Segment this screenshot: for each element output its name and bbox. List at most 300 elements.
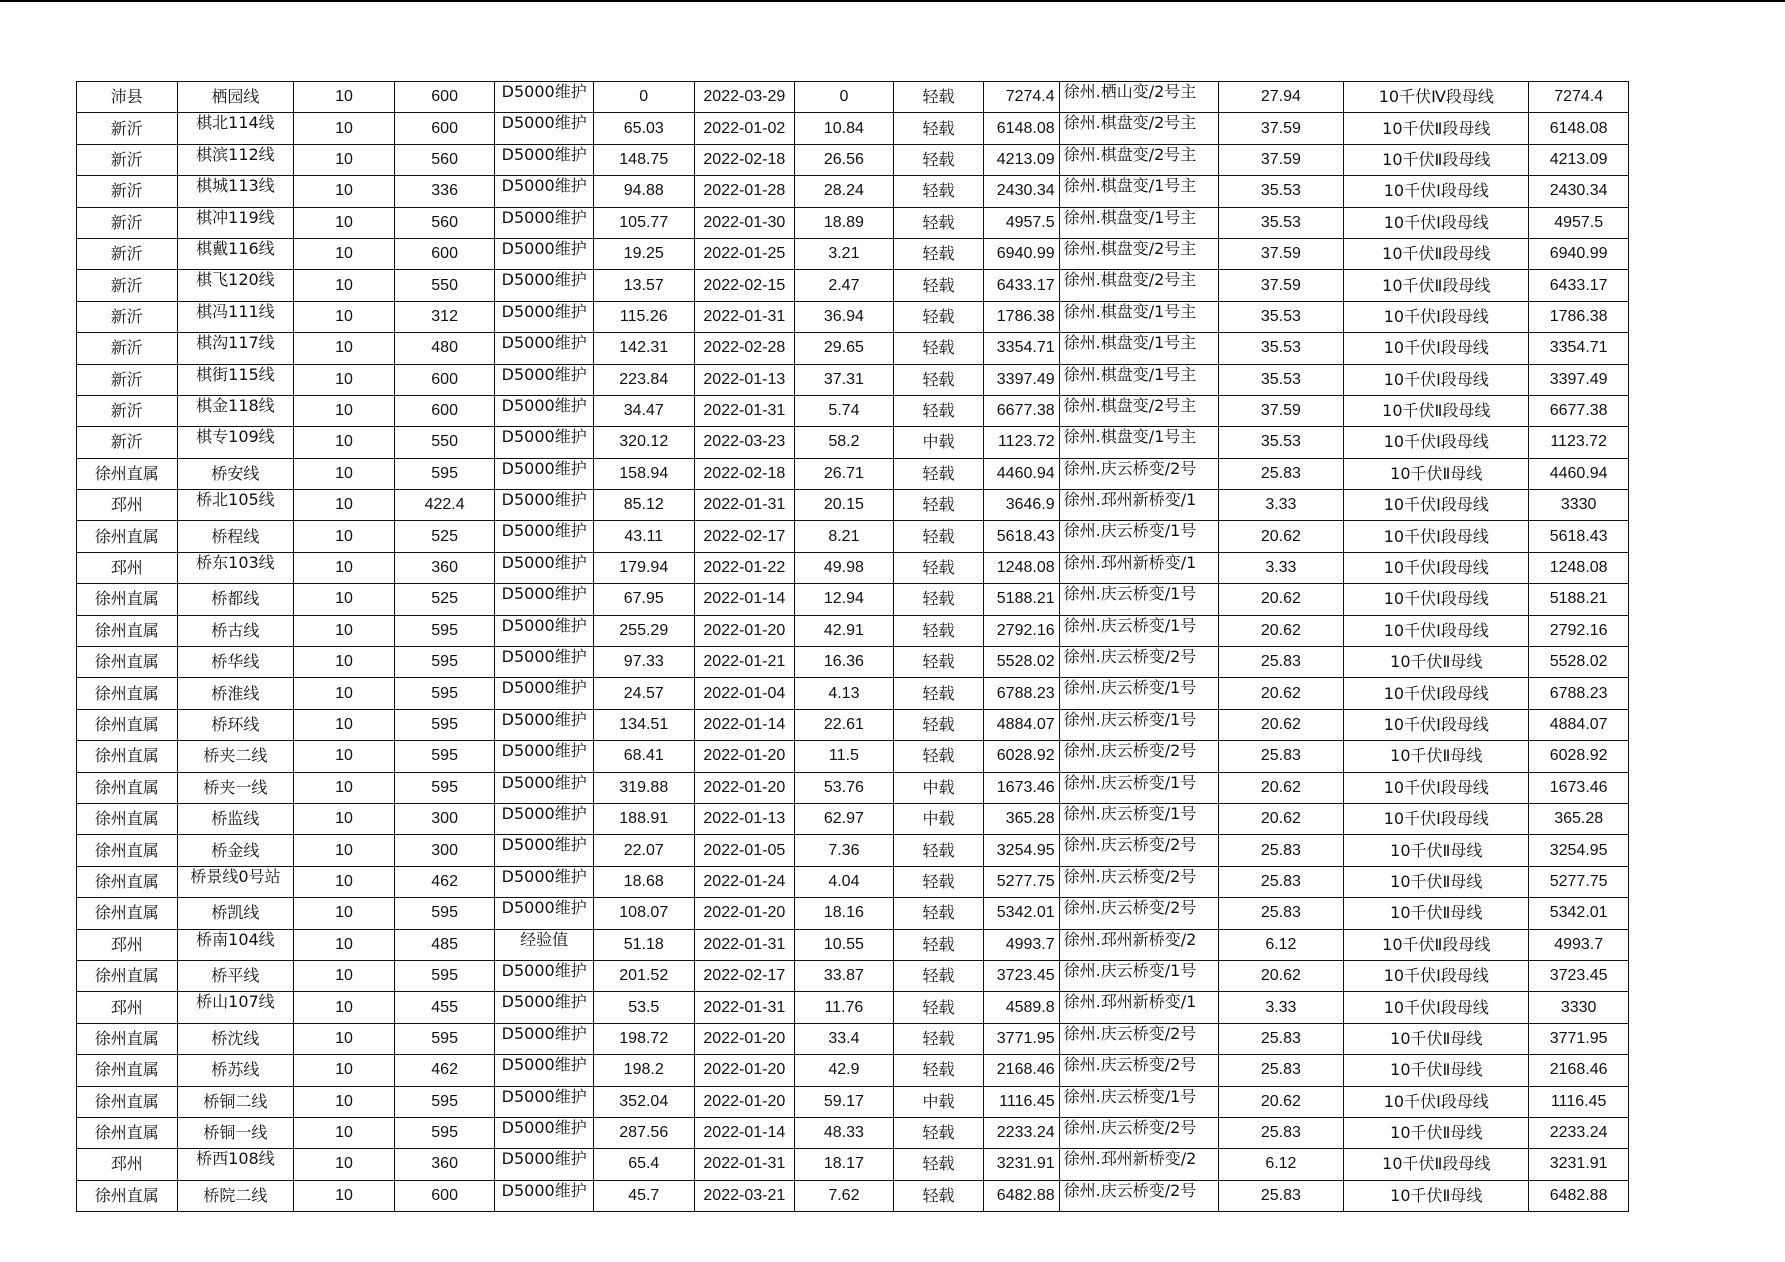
voltage-cell: 10 xyxy=(294,1149,395,1180)
line-name-cell: 栖园线 xyxy=(177,82,294,113)
data-source-cell xyxy=(495,113,594,144)
capacity-cell: 1673.46 xyxy=(1529,772,1629,803)
rated-current-cell: 595 xyxy=(394,615,495,646)
substation-transformer-cell xyxy=(1059,301,1218,332)
data-source-text: D5000维护 xyxy=(501,83,587,101)
transformer-load-rate-cell: 6.12 xyxy=(1218,1149,1344,1180)
load-status-cell: 轻载 xyxy=(893,270,984,301)
load-status-cell: 轻载 xyxy=(893,866,984,897)
voltage-cell: 10 xyxy=(294,960,395,991)
load-status-cell: 轻载 xyxy=(893,709,984,740)
load-rate-cell: 11.5 xyxy=(795,741,894,772)
substation-transformer-cell xyxy=(1059,647,1218,678)
transformer-load-rate-cell: 25.83 xyxy=(1218,866,1344,897)
transformer-load-rate-cell: 20.62 xyxy=(1218,709,1344,740)
substation-transformer-text: 徐州.庆云桥变/1号 xyxy=(1063,585,1197,604)
busbar-cell: 10千伏Ⅱ母线 xyxy=(1344,866,1529,897)
date-cell: 2022-01-14 xyxy=(694,584,795,615)
line-name-cell: 桥程线 xyxy=(177,521,294,552)
region-cell: 徐州直属 xyxy=(77,898,178,929)
rated-current-cell: 550 xyxy=(394,270,495,301)
region-cell: 新沂 xyxy=(77,176,178,207)
busbar-cell: 10千伏Ⅰ段母线 xyxy=(1344,176,1529,207)
current-cell: 115.26 xyxy=(593,301,694,332)
substation-transformer-cell xyxy=(1059,898,1218,929)
remaining-capacity-cell: 3646.9 xyxy=(984,490,1059,521)
table-row xyxy=(77,395,1629,426)
voltage-cell: 10 xyxy=(294,1023,395,1054)
date-cell: 2022-03-23 xyxy=(694,427,795,458)
substation-transformer-cell xyxy=(1059,1180,1218,1211)
table-row xyxy=(77,615,1629,646)
line-name-text: 棋沟117线 xyxy=(196,334,275,353)
transformer-load-rate-cell: 37.59 xyxy=(1218,144,1344,175)
voltage-cell: 10 xyxy=(294,709,395,740)
data-source-cell xyxy=(495,238,594,269)
line-name-cell xyxy=(177,176,294,207)
substation-transformer-cell xyxy=(1059,427,1218,458)
voltage-cell: 10 xyxy=(294,458,395,489)
data-source-cell xyxy=(495,521,594,552)
substation-transformer-cell xyxy=(1059,113,1218,144)
line-name-cell xyxy=(177,238,294,269)
data-source-text: D5000维护 xyxy=(501,1118,587,1137)
region-cell: 徐州直属 xyxy=(77,803,178,834)
table-row xyxy=(77,176,1629,207)
region-cell: 徐州直属 xyxy=(77,1086,178,1117)
substation-transformer-text: 徐州.棋盘变/2号主 xyxy=(1063,239,1197,258)
capacity-cell: 2430.34 xyxy=(1529,176,1629,207)
line-name-cell xyxy=(177,1149,294,1180)
table-row xyxy=(77,741,1629,772)
capacity-cell: 6028.92 xyxy=(1529,741,1629,772)
remaining-capacity-cell: 2233.24 xyxy=(984,1117,1059,1148)
transformer-load-rate-cell: 20.62 xyxy=(1218,772,1344,803)
load-status-cell: 轻载 xyxy=(893,113,984,144)
voltage-cell: 10 xyxy=(294,301,395,332)
substation-transformer-cell xyxy=(1059,1055,1218,1086)
line-name-cell: 桥铜一线 xyxy=(177,1117,294,1148)
capacity-cell: 3254.95 xyxy=(1529,835,1629,866)
region-cell: 徐州直属 xyxy=(77,741,178,772)
substation-transformer-cell xyxy=(1059,176,1218,207)
current-cell: 68.41 xyxy=(593,741,694,772)
date-cell: 2022-03-29 xyxy=(694,82,795,113)
load-rate-cell: 4.13 xyxy=(795,678,894,709)
capacity-cell: 5618.43 xyxy=(1529,521,1629,552)
substation-transformer-cell xyxy=(1059,584,1218,615)
busbar-cell: 10千伏Ⅰ段母线 xyxy=(1344,803,1529,834)
data-source-cell xyxy=(495,207,594,238)
line-name-cell xyxy=(177,270,294,301)
rated-current-cell: 360 xyxy=(394,552,495,583)
data-source-text: D5000维护 xyxy=(501,1181,587,1200)
busbar-cell: 10千伏Ⅱ母线 xyxy=(1344,1180,1529,1211)
date-cell: 2022-01-31 xyxy=(694,490,795,521)
busbar-cell: 10千伏Ⅱ段母线 xyxy=(1344,1149,1529,1180)
substation-transformer-text: 徐州.栖山变/2号主 xyxy=(1063,83,1197,101)
table-row xyxy=(77,866,1629,897)
voltage-cell: 10 xyxy=(294,615,395,646)
data-source-cell xyxy=(495,82,594,113)
busbar-cell: 10千伏Ⅰ段母线 xyxy=(1344,992,1529,1023)
voltage-cell: 10 xyxy=(294,395,395,426)
rated-current-cell: 600 xyxy=(394,113,495,144)
rated-current-cell: 595 xyxy=(394,678,495,709)
load-rate-cell: 0 xyxy=(795,82,894,113)
rated-current-cell: 300 xyxy=(394,803,495,834)
substation-transformer-text: 徐州.庆云桥变/2号 xyxy=(1063,648,1197,667)
capacity-cell: 3330 xyxy=(1529,490,1629,521)
rated-current-cell: 525 xyxy=(394,584,495,615)
busbar-cell: 10千伏Ⅰ段母线 xyxy=(1344,709,1529,740)
data-source-text: D5000维护 xyxy=(501,302,587,321)
transformer-load-rate-cell: 37.59 xyxy=(1218,395,1344,426)
load-status-cell: 中载 xyxy=(893,427,984,458)
capacity-cell: 4993.7 xyxy=(1529,929,1629,960)
data-source-text: D5000维护 xyxy=(501,271,587,290)
busbar-cell: 10千伏Ⅰ段母线 xyxy=(1344,207,1529,238)
date-cell: 2022-01-02 xyxy=(694,113,795,144)
remaining-capacity-cell: 6482.88 xyxy=(984,1180,1059,1211)
load-rate-cell: 62.97 xyxy=(795,803,894,834)
capacity-cell: 3231.91 xyxy=(1529,1149,1629,1180)
line-name-cell: 桥古线 xyxy=(177,615,294,646)
data-source-cell xyxy=(495,584,594,615)
transformer-load-rate-cell: 35.53 xyxy=(1218,333,1344,364)
transformer-load-rate-cell: 25.83 xyxy=(1218,898,1344,929)
line-name-cell xyxy=(177,395,294,426)
load-status-cell: 轻载 xyxy=(893,82,984,113)
date-cell: 2022-01-31 xyxy=(694,992,795,1023)
load-status-cell: 轻载 xyxy=(893,521,984,552)
load-status-cell: 轻载 xyxy=(893,835,984,866)
load-rate-cell: 5.74 xyxy=(795,395,894,426)
capacity-cell: 4460.94 xyxy=(1529,458,1629,489)
substation-transformer-text: 徐州.庆云桥变/2号 xyxy=(1063,899,1197,918)
capacity-cell: 5277.75 xyxy=(1529,866,1629,897)
region-cell: 徐州直属 xyxy=(77,584,178,615)
line-name-cell: 桥铜二线 xyxy=(177,1086,294,1117)
rated-current-cell: 455 xyxy=(394,992,495,1023)
substation-transformer-text: 徐州.棋盘变/2号主 xyxy=(1063,396,1197,415)
current-cell: 179.94 xyxy=(593,552,694,583)
date-cell: 2022-01-31 xyxy=(694,301,795,332)
table-row xyxy=(77,144,1629,175)
date-cell: 2022-01-21 xyxy=(694,647,795,678)
table-row xyxy=(77,238,1629,269)
data-source-cell xyxy=(495,427,594,458)
substation-transformer-cell xyxy=(1059,490,1218,521)
capacity-cell: 6482.88 xyxy=(1529,1180,1629,1211)
date-cell: 2022-01-25 xyxy=(694,238,795,269)
rated-current-cell: 595 xyxy=(394,1086,495,1117)
substation-transformer-text: 徐州.邳州新桥变/1 xyxy=(1063,491,1197,510)
region-cell: 新沂 xyxy=(77,144,178,175)
remaining-capacity-cell: 4957.5 xyxy=(984,207,1059,238)
busbar-cell: 10千伏Ⅱ段母线 xyxy=(1344,144,1529,175)
substation-transformer-cell xyxy=(1059,521,1218,552)
transformer-load-rate-cell: 20.62 xyxy=(1218,803,1344,834)
date-cell: 2022-01-31 xyxy=(694,395,795,426)
data-source-cell xyxy=(495,270,594,301)
table-row xyxy=(77,960,1629,991)
data-source-text: D5000维护 xyxy=(501,585,587,604)
voltage-cell: 10 xyxy=(294,866,395,897)
table-row xyxy=(77,490,1629,521)
busbar-cell: 10千伏Ⅰ段母线 xyxy=(1344,772,1529,803)
current-cell: 198.2 xyxy=(593,1055,694,1086)
busbar-cell: 10千伏Ⅱ母线 xyxy=(1344,1055,1529,1086)
line-name-cell xyxy=(177,333,294,364)
current-cell: 65.03 xyxy=(593,113,694,144)
remaining-capacity-cell: 3254.95 xyxy=(984,835,1059,866)
date-cell: 2022-02-18 xyxy=(694,458,795,489)
transformer-load-rate-cell: 27.94 xyxy=(1218,82,1344,113)
table-row xyxy=(77,1180,1629,1211)
current-cell: 142.31 xyxy=(593,333,694,364)
current-cell: 287.56 xyxy=(593,1117,694,1148)
table-row xyxy=(77,929,1629,960)
busbar-cell: 10千伏Ⅰ段母线 xyxy=(1344,521,1529,552)
remaining-capacity-cell: 5277.75 xyxy=(984,866,1059,897)
load-rate-cell: 10.84 xyxy=(795,113,894,144)
remaining-capacity-cell: 7274.4 xyxy=(984,82,1059,113)
load-status-cell: 轻载 xyxy=(893,301,984,332)
table-row xyxy=(77,835,1629,866)
transformer-load-rate-cell: 6.12 xyxy=(1218,929,1344,960)
voltage-cell: 10 xyxy=(294,929,395,960)
capacity-cell: 5188.21 xyxy=(1529,584,1629,615)
rated-current-cell: 595 xyxy=(394,898,495,929)
voltage-cell: 10 xyxy=(294,1180,395,1211)
data-source-text: D5000维护 xyxy=(501,679,587,698)
busbar-cell: 10千伏Ⅱ段母线 xyxy=(1344,113,1529,144)
substation-transformer-text: 徐州.庆云桥变/1号 xyxy=(1063,616,1197,635)
date-cell: 2022-02-18 xyxy=(694,144,795,175)
substation-transformer-text: 徐州.邳州新桥变/1 xyxy=(1063,553,1197,572)
voltage-cell: 10 xyxy=(294,552,395,583)
current-cell: 85.12 xyxy=(593,490,694,521)
current-cell: 201.52 xyxy=(593,960,694,991)
capacity-cell: 6940.99 xyxy=(1529,238,1629,269)
load-status-cell: 轻载 xyxy=(893,992,984,1023)
load-rate-cell: 48.33 xyxy=(795,1117,894,1148)
region-cell: 新沂 xyxy=(77,301,178,332)
rated-current-cell: 300 xyxy=(394,835,495,866)
substation-transformer-text: 徐州.邳州新桥变/2 xyxy=(1063,1150,1197,1169)
date-cell: 2022-01-14 xyxy=(694,1117,795,1148)
data-source-cell xyxy=(495,929,594,960)
table-row xyxy=(77,207,1629,238)
current-cell: 255.29 xyxy=(593,615,694,646)
date-cell: 2022-01-20 xyxy=(694,1086,795,1117)
date-cell: 2022-02-15 xyxy=(694,270,795,301)
load-rate-cell: 33.4 xyxy=(795,1023,894,1054)
region-cell: 徐州直属 xyxy=(77,1180,178,1211)
remaining-capacity-cell: 6788.23 xyxy=(984,678,1059,709)
voltage-cell: 10 xyxy=(294,270,395,301)
data-source-cell xyxy=(495,1149,594,1180)
busbar-cell: 10千伏Ⅱ母线 xyxy=(1344,898,1529,929)
transformer-load-rate-cell: 25.83 xyxy=(1218,1023,1344,1054)
region-cell: 新沂 xyxy=(77,113,178,144)
data-source-cell xyxy=(495,772,594,803)
rated-current-cell: 595 xyxy=(394,647,495,678)
data-source-cell xyxy=(495,960,594,991)
rated-current-cell: 336 xyxy=(394,176,495,207)
current-cell: 51.18 xyxy=(593,929,694,960)
table-row xyxy=(77,1055,1629,1086)
transformer-load-rate-cell: 35.53 xyxy=(1218,207,1344,238)
busbar-cell: 10千伏Ⅰ段母线 xyxy=(1344,584,1529,615)
load-status-cell: 轻载 xyxy=(893,615,984,646)
rated-current-cell: 595 xyxy=(394,709,495,740)
voltage-cell: 10 xyxy=(294,678,395,709)
region-cell: 新沂 xyxy=(77,364,178,395)
load-rate-cell: 36.94 xyxy=(795,301,894,332)
substation-transformer-text: 徐州.棋盘变/1号主 xyxy=(1063,208,1197,227)
remaining-capacity-cell: 6940.99 xyxy=(984,238,1059,269)
transformer-load-rate-cell: 20.62 xyxy=(1218,521,1344,552)
load-status-cell: 轻载 xyxy=(893,490,984,521)
load-status-cell: 轻载 xyxy=(893,176,984,207)
data-source-cell xyxy=(495,490,594,521)
date-cell: 2022-01-24 xyxy=(694,866,795,897)
feeder-load-table xyxy=(76,81,1629,1212)
data-source-cell xyxy=(495,364,594,395)
substation-transformer-cell xyxy=(1059,1149,1218,1180)
data-source-text: D5000维护 xyxy=(501,177,587,196)
data-source-text: D5000维护 xyxy=(501,648,587,667)
region-cell: 邳州 xyxy=(77,1149,178,1180)
line-name-text: 棋城113线 xyxy=(196,177,275,196)
date-cell: 2022-03-21 xyxy=(694,1180,795,1211)
load-rate-cell: 42.91 xyxy=(795,615,894,646)
table-row xyxy=(77,1117,1629,1148)
substation-transformer-text: 徐州.庆云桥变/2号 xyxy=(1063,1024,1197,1043)
line-name-text: 棋戴116线 xyxy=(196,239,275,258)
current-cell: 34.47 xyxy=(593,395,694,426)
voltage-cell: 10 xyxy=(294,364,395,395)
load-rate-cell: 7.62 xyxy=(795,1180,894,1211)
rated-current-cell: 600 xyxy=(394,1180,495,1211)
date-cell: 2022-01-22 xyxy=(694,552,795,583)
voltage-cell: 10 xyxy=(294,1117,395,1148)
table-row xyxy=(77,772,1629,803)
busbar-cell: 10千伏Ⅱ段母线 xyxy=(1344,238,1529,269)
load-status-cell: 轻载 xyxy=(893,1180,984,1211)
transformer-load-rate-cell: 25.83 xyxy=(1218,458,1344,489)
load-rate-cell: 29.65 xyxy=(795,333,894,364)
rated-current-cell: 422.4 xyxy=(394,490,495,521)
substation-transformer-text: 徐州.棋盘变/1号主 xyxy=(1063,365,1197,384)
table-row xyxy=(77,82,1629,113)
remaining-capacity-cell: 3723.45 xyxy=(984,960,1059,991)
region-cell: 徐州直属 xyxy=(77,521,178,552)
substation-transformer-cell xyxy=(1059,1023,1218,1054)
data-source-cell xyxy=(495,1180,594,1211)
substation-transformer-cell xyxy=(1059,835,1218,866)
data-source-cell xyxy=(495,458,594,489)
substation-transformer-text: 徐州.棋盘变/1号主 xyxy=(1063,302,1197,321)
line-name-cell xyxy=(177,490,294,521)
remaining-capacity-cell: 6677.38 xyxy=(984,395,1059,426)
table-row xyxy=(77,898,1629,929)
busbar-cell: 10千伏Ⅱ母线 xyxy=(1344,647,1529,678)
remaining-capacity-cell: 2430.34 xyxy=(984,176,1059,207)
table-row xyxy=(77,458,1629,489)
region-cell: 徐州直属 xyxy=(77,1023,178,1054)
substation-transformer-cell xyxy=(1059,803,1218,834)
voltage-cell: 10 xyxy=(294,803,395,834)
substation-transformer-cell xyxy=(1059,615,1218,646)
capacity-cell: 3771.95 xyxy=(1529,1023,1629,1054)
data-source-text: D5000维护 xyxy=(501,1087,587,1106)
capacity-cell: 2233.24 xyxy=(1529,1117,1629,1148)
date-cell: 2022-01-30 xyxy=(694,207,795,238)
data-source-cell xyxy=(495,898,594,929)
data-source-text: D5000维护 xyxy=(501,961,587,980)
rated-current-cell: 595 xyxy=(394,1117,495,1148)
busbar-cell: 10千伏Ⅰ段母线 xyxy=(1344,333,1529,364)
region-cell: 新沂 xyxy=(77,395,178,426)
data-source-text: D5000维护 xyxy=(501,114,587,133)
remaining-capacity-cell: 3231.91 xyxy=(984,1149,1059,1180)
data-source-text: D5000维护 xyxy=(501,710,587,729)
substation-transformer-text: 徐州.棋盘变/1号主 xyxy=(1063,334,1197,353)
data-source-text: D5000维护 xyxy=(501,365,587,384)
data-source-text: D5000维护 xyxy=(501,145,587,164)
region-cell: 徐州直属 xyxy=(77,647,178,678)
data-source-cell xyxy=(495,395,594,426)
date-cell: 2022-01-20 xyxy=(694,772,795,803)
rated-current-cell: 595 xyxy=(394,960,495,991)
line-name-cell: 桥环线 xyxy=(177,709,294,740)
rated-current-cell: 595 xyxy=(394,458,495,489)
rated-current-cell: 312 xyxy=(394,301,495,332)
table-row xyxy=(77,1086,1629,1117)
busbar-cell: 10千伏Ⅰ段母线 xyxy=(1344,615,1529,646)
region-cell: 徐州直属 xyxy=(77,960,178,991)
data-source-cell xyxy=(495,615,594,646)
current-cell: 53.5 xyxy=(593,992,694,1023)
transformer-load-rate-cell: 37.59 xyxy=(1218,113,1344,144)
voltage-cell: 10 xyxy=(294,898,395,929)
data-source-text: D5000维护 xyxy=(501,804,587,823)
region-cell: 邳州 xyxy=(77,992,178,1023)
capacity-cell: 1116.45 xyxy=(1529,1086,1629,1117)
remaining-capacity-cell: 4589.8 xyxy=(984,992,1059,1023)
busbar-cell: 10千伏Ⅳ段母线 xyxy=(1344,82,1529,113)
substation-transformer-cell xyxy=(1059,741,1218,772)
data-source-text: D5000维护 xyxy=(501,1150,587,1169)
current-cell: 108.07 xyxy=(593,898,694,929)
busbar-cell: 10千伏Ⅱ段母线 xyxy=(1344,395,1529,426)
data-source-cell xyxy=(495,301,594,332)
data-source-text: D5000维护 xyxy=(501,773,587,792)
load-rate-cell: 7.36 xyxy=(795,835,894,866)
remaining-capacity-cell: 4993.7 xyxy=(984,929,1059,960)
transformer-load-rate-cell: 25.83 xyxy=(1218,1055,1344,1086)
load-rate-cell: 18.16 xyxy=(795,898,894,929)
transformer-load-rate-cell: 35.53 xyxy=(1218,301,1344,332)
capacity-cell: 4213.09 xyxy=(1529,144,1629,175)
substation-transformer-text: 徐州.棋盘变/1号主 xyxy=(1063,177,1197,196)
transformer-load-rate-cell: 35.53 xyxy=(1218,427,1344,458)
transformer-load-rate-cell: 25.83 xyxy=(1218,835,1344,866)
busbar-cell: 10千伏Ⅱ母线 xyxy=(1344,835,1529,866)
